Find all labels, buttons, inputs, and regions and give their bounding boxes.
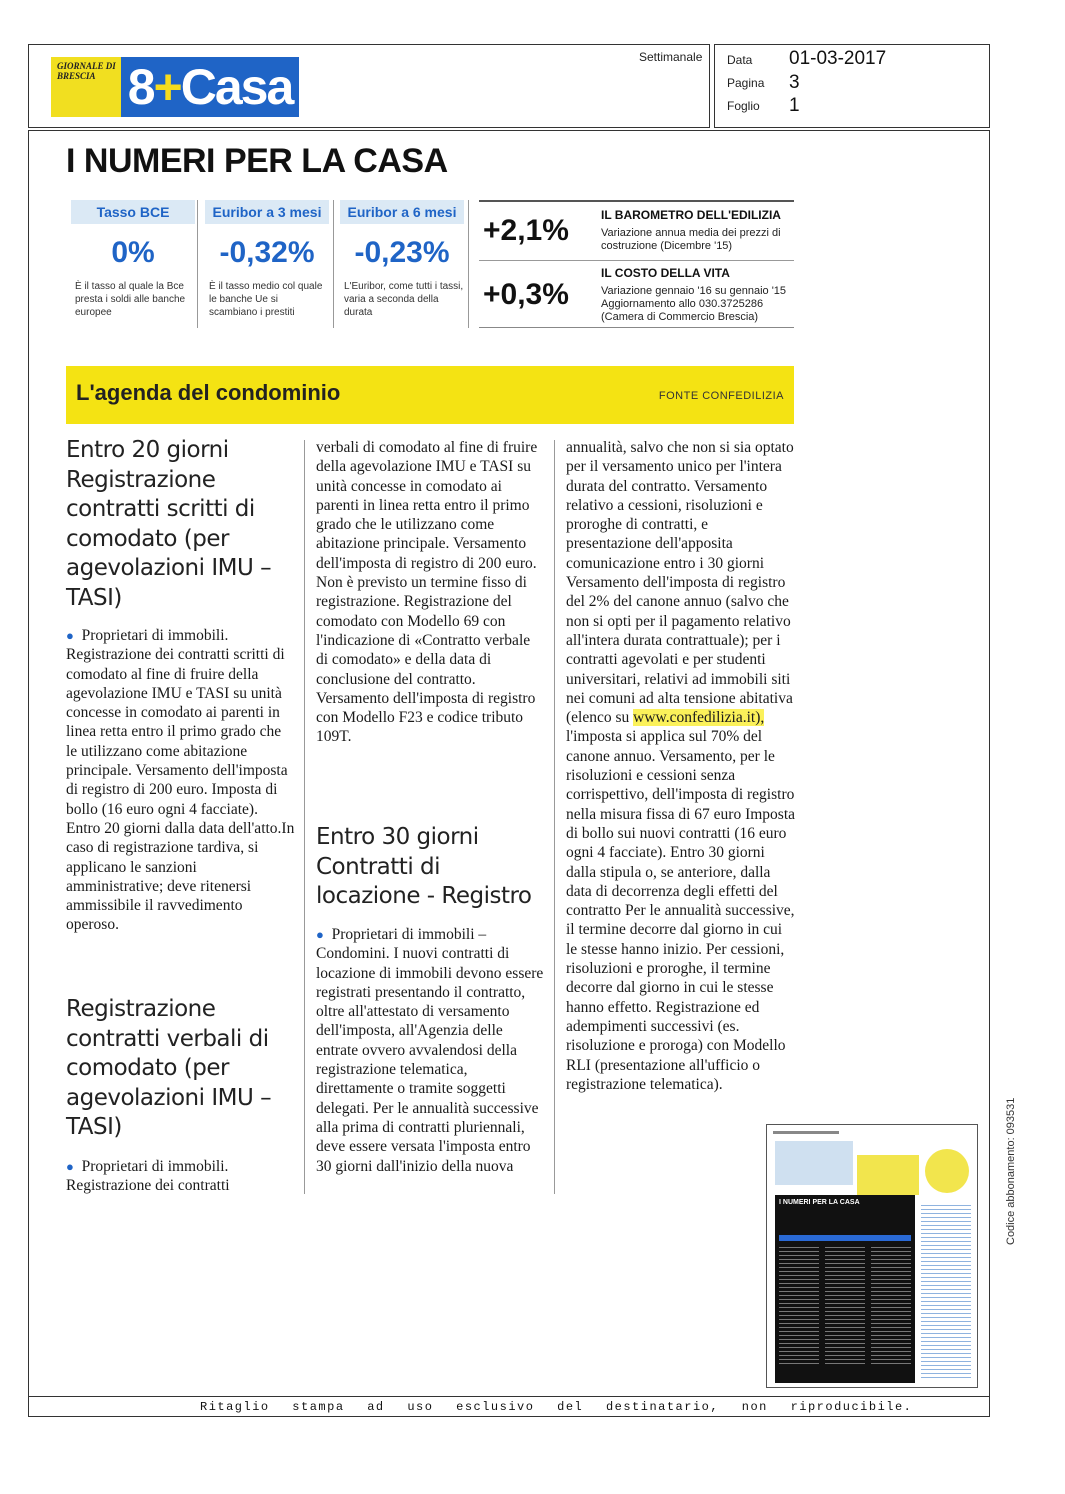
page-thumbnail [766,1124,978,1388]
pagina-value: 3 [789,72,800,93]
footer-disclaimer: Ritaglio stampa ad uso esclusivo del destinatario, non riproducibile. [200,1400,913,1414]
rate-value: -0,23% [354,236,450,269]
foglio-value: 1 [789,95,800,116]
page-title: I NUMERI PER LA CASA [66,142,448,180]
headline-30-giorni: Entro 30 giorni Contratti di locazione - Registro [316,824,532,909]
rate-label: Tasso BCE [71,200,195,224]
article-col2-body-1 [316,438,546,747]
paragraph [66,1157,296,1196]
paragraph-text: Proprietari di immobili. Registrazione dei contratti scritti di comodato al fine di fruire della agevolazione IMU e TASI su unità concesse in comodato ai parenti in linea retta entro il primo grado che le utilizzano come abitazione principale. Versamento dell'imposta di registro di 200 euro. Imposta di bollo (16 euro ogni 4 facciate). Entro 20 giorni dalla data dell'atto.In caso di registrazione tardiva, si applicano le sanzioni amministrative; deve ritenersi ammissibile il ravvedimento operoso. [66,627,295,934]
rate-desc: L'Euribor, come tutti i tassi, varia a seconda della durata [344,281,464,318]
barometro-title: IL BAROMETRO DELL'EDILIZIA [601,208,781,222]
rate-label: Euribor a 6 mesi [340,200,464,224]
rate-label: Euribor a 3 mesi [205,200,329,224]
rate-euribor-6m [340,200,464,328]
pagina-label: Pagina [727,76,765,90]
costo-vita-title: IL COSTO DELLA VITA [601,266,730,280]
agenda-title: L'agenda del condominio [76,380,341,405]
bullet-icon: ● [66,1159,74,1174]
rate-bce [71,200,195,328]
logo-plus: + [153,59,181,115]
indicators-box [479,200,794,328]
divider [197,200,198,328]
headline-verbali: Registrazione contratti verbali di comodato (per agevolazioni IMU – TASI) [66,996,272,1140]
bullet-icon: ● [66,628,74,643]
thumb-dark-area [775,1195,915,1383]
data-label: Data [727,53,753,67]
costo-vita-desc-1: Variazione gennaio '16 su gennaio '15 [601,285,787,297]
agenda-banner [66,366,794,424]
paragraph-text: annualità, salvo che non si sia optato per il versamento unico per l'intera durata del contratto. Versamento relativo a cessioni, risoluzioni e proroghe di contratti, e presentazione dell'apposita comunicazione entro i 30 giorni Versamento dell'imposta di registro del 2% del canone annuo (salvo che non si opti per il pagamento relativo all'intera durata contrattuale); per i contratti agevolati e per studenti universitari, relativi ad immobili siti nei comuni ad alta tensione abitativa (elenco su [566,439,794,727]
bullet-icon: ● [316,927,324,942]
subscription-code: Codice abbonamento: 093531 [1005,1097,1017,1245]
frequency-label: Settimanale [639,50,703,64]
logo-small-text: GIORNALE DI BRESCIA [57,61,116,81]
column-divider [304,440,305,1194]
thumb-banner [779,1235,911,1241]
agenda-source: FONTE CONFEDILIZIA [658,390,784,402]
paragraph-text: Proprietari di immobili. Registrazione dei contratti [66,1158,230,1195]
data-value: 01-03-2017 [789,48,887,69]
article-col1-body-2 [66,1157,296,1196]
costo-vita-value: +0,3% [483,278,569,311]
headline-20-giorni: Entro 20 giorni Registrazione contratti scritti di comodato (per agevolazioni IMU – TASI) [66,437,272,611]
rate-euribor-3m [205,200,329,328]
costo-vita-desc-3: (Camera di Commercio Brescia) [601,311,759,323]
thumb-title: I NUMERI PER LA CASA [779,1199,860,1206]
thumb-text [871,1247,911,1367]
barometro-value: +2,1% [483,214,569,247]
rate-desc: È il tasso al quale la Bce presta i soldi alle banche europee [75,281,186,318]
thumb-text [779,1247,819,1367]
foglio-label: Foglio [727,99,760,113]
divider [468,200,469,328]
article-col2-body-2 [316,925,546,1176]
logo-number: 8 [127,59,154,115]
rate-value: 0% [111,236,155,269]
rate-value: -0,32% [219,236,315,269]
paragraph [316,925,546,1176]
divider [333,200,334,328]
confedilizia-link[interactable]: www.confedilizia.it), [633,709,765,727]
rate-desc: È il tasso medio col quale le banche Ue si scambiano i prestiti [209,281,323,318]
paragraph [566,438,796,1094]
paragraph-text: Proprietari di immobili – Condomini. I nuovi contratti di locazione di immobili devono essere registrati presentando il contratto, oltre all'attestato di versamento dell'imposta, all'Agenzia delle entrate ovvero avvalendosi della registrazione telematica, direttamente o tramite soggetti delegati. Per le annualità successive alla prima di contratti pluriennali, deve essere versata l'imposta entro 30 giorni dall'inizio della nuova [316,926,544,1175]
paragraph-text: verbali di comodato al fine di fruire della agevolazione IMU e TASI su unità concesse in comodato ai parenti in linea retta entro il primo grado che le utilizzano come abitazione principale. Versamento dell'imposta di registro di 200 euro. Non è previsto un termine fisso di registrazione. Registrazione del comodato con Modello 69 con l'indicazione di «Contratto verbale di comodato» e della data di conclusione del contratto. Versamento dell'imposta di registro con Modello F23 e codice tributo 109T. [316,439,538,746]
barometro-desc: Variazione annua media dei prezzi di costruzione (Dicembre '15) [601,227,781,252]
thumb-block [857,1155,919,1195]
thumb-text [825,1247,865,1367]
article-col3-body [566,438,796,1094]
thumb-header-line [773,1131,839,1134]
giornale-di-brescia-logo [51,57,121,117]
thumb-side-text [921,1205,971,1381]
paragraph-text: l'imposta si applica sul 70% del canone annuo. Versamento, per le risoluzioni e cessioni senza corrispettivo, dell'imposta di registro nella misura fissa di 67 euro Imposta di bollo sui nuovi contratti (16 euro ogni 4 facciate). Entro 30 giorni dalla stipula o, se anteriore, dalla data di decorrenza degli effetti del contratto Per le annualità successive, il termine decorre dal giorno in cui le stesse hanno inizio. Per cessioni, risoluzioni e proroghe, il termine decorre dal giorno in cui le stesse hanno effetto. Registrazione ed adempimenti successivi (es. risoluzione e proroga) con Modello RLI (presentazione all'ufficio o registrazione telematica). [566,728,796,1093]
article-col1-body-1 [66,626,296,935]
divider [479,260,794,261]
8-casa-logo [121,57,299,117]
paragraph [66,626,296,935]
costo-vita-desc-2: Aggiornamento allo 030.3725286 [601,298,764,310]
column-divider [554,440,555,1194]
thumb-badge-icon [925,1149,969,1193]
thumb-block [775,1141,853,1185]
logo-word: Casa [180,59,293,115]
